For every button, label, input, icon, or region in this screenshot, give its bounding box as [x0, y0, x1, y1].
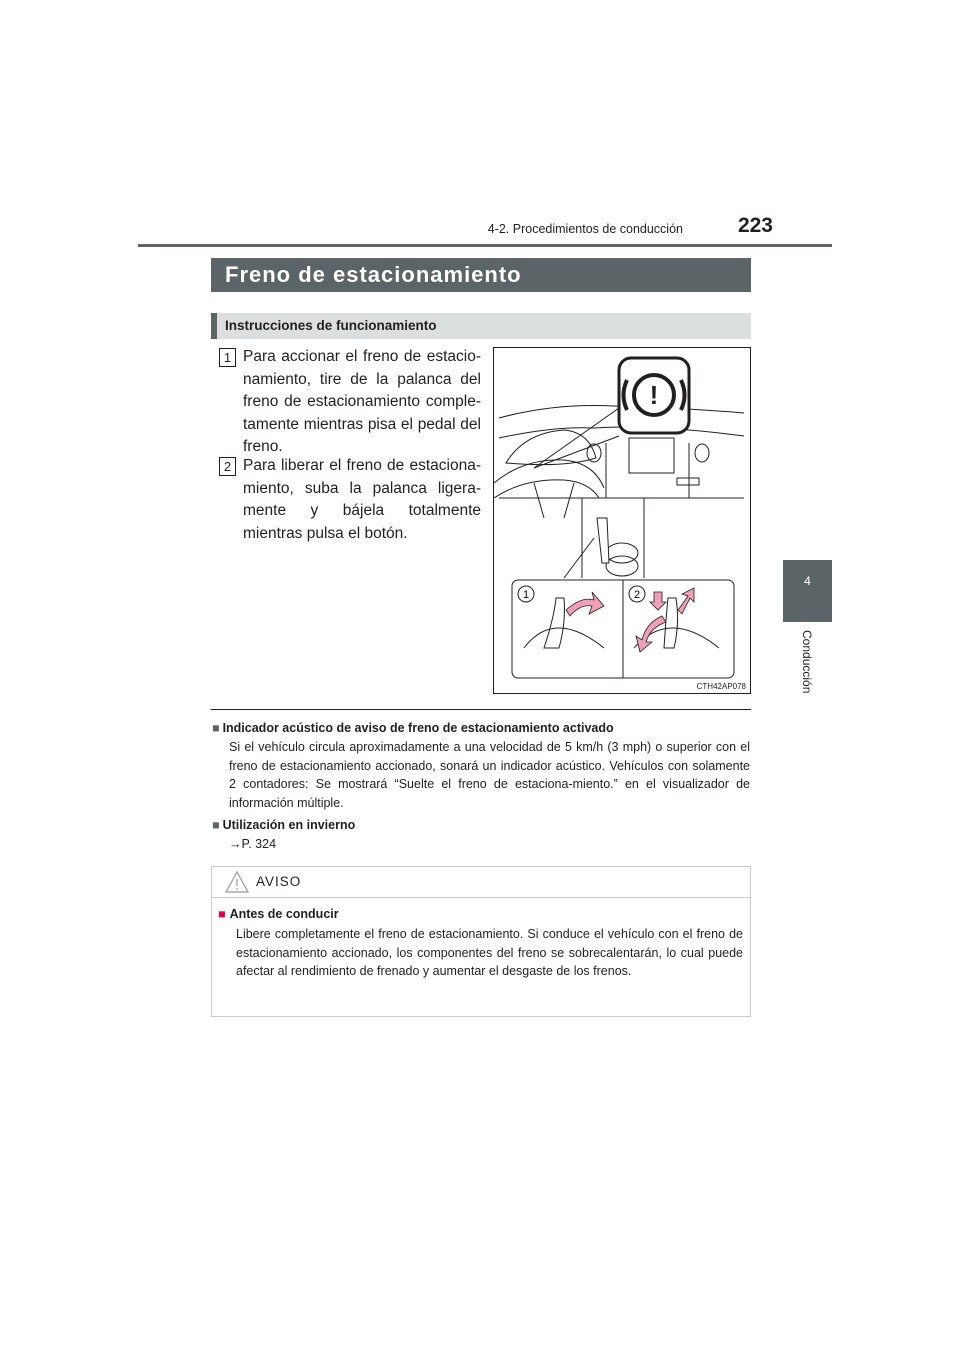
inset-number-1: 1 — [522, 589, 530, 601]
step-2 — [219, 455, 481, 545]
subtitle-accent — [211, 313, 217, 339]
bullet-square-icon: ■ — [212, 721, 220, 735]
note-title-row — [212, 721, 750, 735]
chapter-number: 4 — [804, 574, 811, 588]
bullet-square-icon: ■ — [218, 907, 226, 921]
section-title: 4-2. Procedimientos de conducción — [487, 222, 683, 236]
note-2 — [212, 818, 750, 854]
chapter-label-box — [783, 630, 832, 720]
brake-warning-icon — [619, 358, 689, 433]
title-bar — [211, 258, 751, 292]
svg-text:!: ! — [649, 380, 659, 410]
separator — [211, 709, 751, 710]
warning-text: Libere completamente el freno de estacionamiento. Si conduce el vehículo con el freno de estacionamiento accionado, los componentes del freno se sobrecalentarán, lo cual puede afectar al rendimiento de frenado y aumentar el desgaste de los frenos. — [236, 927, 743, 978]
note-title-row — [212, 818, 750, 832]
warning-header — [212, 867, 750, 898]
inset-number-2: 2 — [633, 589, 641, 601]
page-title: Freno de estacionamiento — [225, 262, 522, 287]
note-title: Indicador acústico de aviso de freno de estacionamiento activado — [222, 721, 614, 735]
step-number: 2 — [219, 457, 236, 476]
note-1 — [212, 721, 750, 812]
bullet-square-icon: ■ — [212, 818, 220, 832]
subtitle-bar — [211, 313, 751, 339]
step-text: Para liberar el freno de estaciona-miento, suba la palanca ligera-mente y bájela totalmente mientras pulsa el botón. — [243, 457, 481, 542]
warning-title: Antes de conducir — [229, 907, 339, 921]
step-1 — [219, 346, 481, 459]
note-body: Si el vehículo circula aproximadamente a una velocidad de 5 km/h (3 mph) o superior con el freno de estacionamiento accionado, sonará un indicador acústico. Vehículos con solamente 2 contadores: Se mostrará “Suelte el freno de estaciona-miento.” en el visualizador de información múltiple. — [229, 740, 750, 810]
page-number: 223 — [737, 214, 773, 237]
step-text: Para accionar el freno de estacio-namiento, tire de la palanca del freno de estacionamiento comple-tamente mientras pisa el pedal del freno. — [243, 348, 481, 455]
press-arrow — [650, 592, 666, 610]
raise-arrow — [678, 588, 694, 614]
warning-label: AVISO — [256, 874, 302, 889]
chapter-label: Conducción — [799, 630, 814, 694]
warning-box — [211, 866, 751, 1017]
illustration — [493, 347, 751, 694]
header-rule — [138, 244, 832, 247]
pull-arrow — [566, 592, 604, 616]
warning-title-row — [218, 907, 743, 921]
step-number: 1 — [219, 348, 236, 367]
warning-triangle-icon — [224, 870, 250, 894]
warning-body — [218, 907, 743, 981]
subtitle: Instrucciones de funcionamiento — [225, 318, 437, 333]
note-body: →P. 324 — [229, 837, 277, 851]
chapter-tab — [783, 560, 832, 622]
note-title: Utilización en invierno — [222, 818, 356, 832]
illustration-code: CTH42AP078 — [696, 682, 746, 691]
